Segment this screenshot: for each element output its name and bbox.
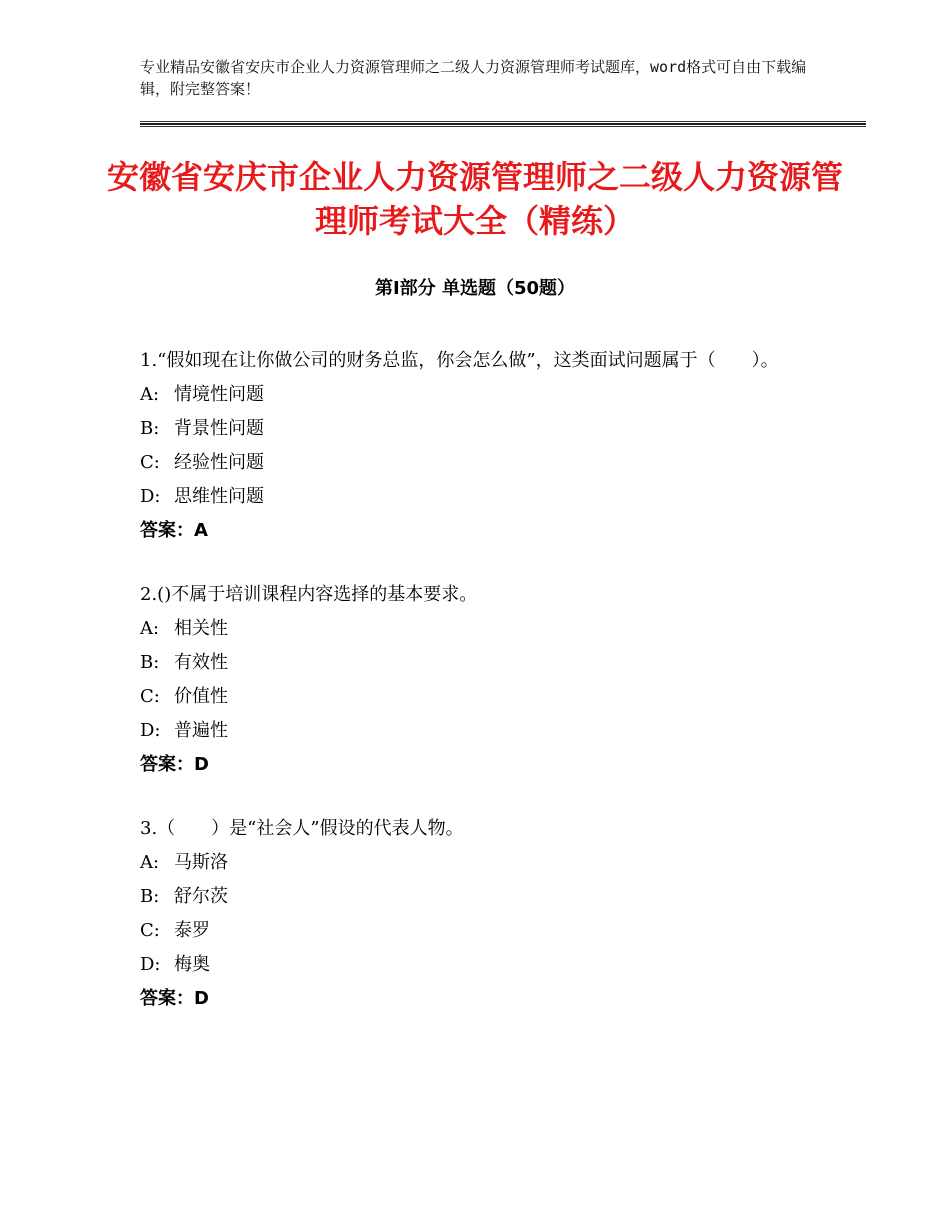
option-text: 经验性问题 [174, 452, 264, 473]
option-letter: B: [140, 652, 160, 673]
option-c [140, 914, 820, 948]
option-text: 价值性 [174, 686, 228, 707]
option-text: 舒尔茨 [174, 886, 228, 907]
question-2 [140, 578, 820, 782]
option-letter: C: [140, 452, 160, 473]
option-b [140, 646, 820, 680]
option-text: 普遍性 [174, 720, 228, 741]
option-text: 有效性 [174, 652, 228, 673]
answer-line [140, 982, 820, 1016]
answer-prefix: 答案： [140, 520, 194, 541]
option-a [140, 378, 820, 412]
answer-line [140, 514, 820, 548]
question-list [140, 344, 820, 1046]
question-stem: 1.“假如现在让你做公司的财务总监，你会怎么做”，这类面试问题属于（ ）。 [140, 350, 779, 371]
option-letter: C: [140, 920, 160, 941]
option-a [140, 846, 820, 880]
option-text: 思维性问题 [174, 486, 264, 507]
header-rule-top [140, 121, 866, 122]
document-title: 安徽省安庆市企业人力资源管理师之二级人力资源管理师考试大全（精练） [106, 158, 843, 240]
option-text: 背景性问题 [174, 418, 264, 439]
option-d [140, 480, 820, 514]
answer-value: A [194, 520, 208, 541]
option-letter: A: [140, 852, 160, 873]
option-d [140, 948, 820, 982]
option-text: 梅奥 [174, 954, 210, 975]
question-stem: 2.()不属于培训课程内容选择的基本要求。 [140, 584, 478, 605]
answer-value: D [194, 988, 209, 1009]
option-letter: C: [140, 686, 160, 707]
option-text: 泰罗 [174, 920, 210, 941]
option-letter: D: [140, 954, 161, 975]
question-3 [140, 812, 820, 1016]
answer-value: D [194, 754, 209, 775]
section-title: 第Ⅰ部分 单选题（50题） [374, 278, 575, 299]
question-1 [140, 344, 820, 548]
option-letter: D: [140, 486, 161, 507]
option-b [140, 880, 820, 914]
option-letter: B: [140, 418, 160, 439]
option-c [140, 446, 820, 480]
option-letter: B: [140, 886, 160, 907]
option-letter: D: [140, 720, 161, 741]
answer-prefix: 答案： [140, 988, 194, 1009]
header-note: 专业精品安徽省安庆市企业人力资源管理师之二级人力资源管理师考试题库，word格式可自由下载编辑，附完整答案！ [140, 58, 807, 98]
question-stem: 3.（ ）是“社会人”假设的代表人物。 [140, 818, 464, 839]
option-d [140, 714, 820, 748]
option-a [140, 612, 820, 646]
option-text: 情境性问题 [174, 384, 264, 405]
answer-line [140, 748, 820, 782]
option-letter: A: [140, 618, 160, 639]
answer-prefix: 答案： [140, 754, 194, 775]
option-text: 马斯洛 [174, 852, 228, 873]
header-rule-middle [140, 123, 866, 125]
option-c [140, 680, 820, 714]
option-b [140, 412, 820, 446]
option-letter: A: [140, 384, 160, 405]
option-text: 相关性 [174, 618, 228, 639]
header-rule-bottom [140, 126, 866, 127]
